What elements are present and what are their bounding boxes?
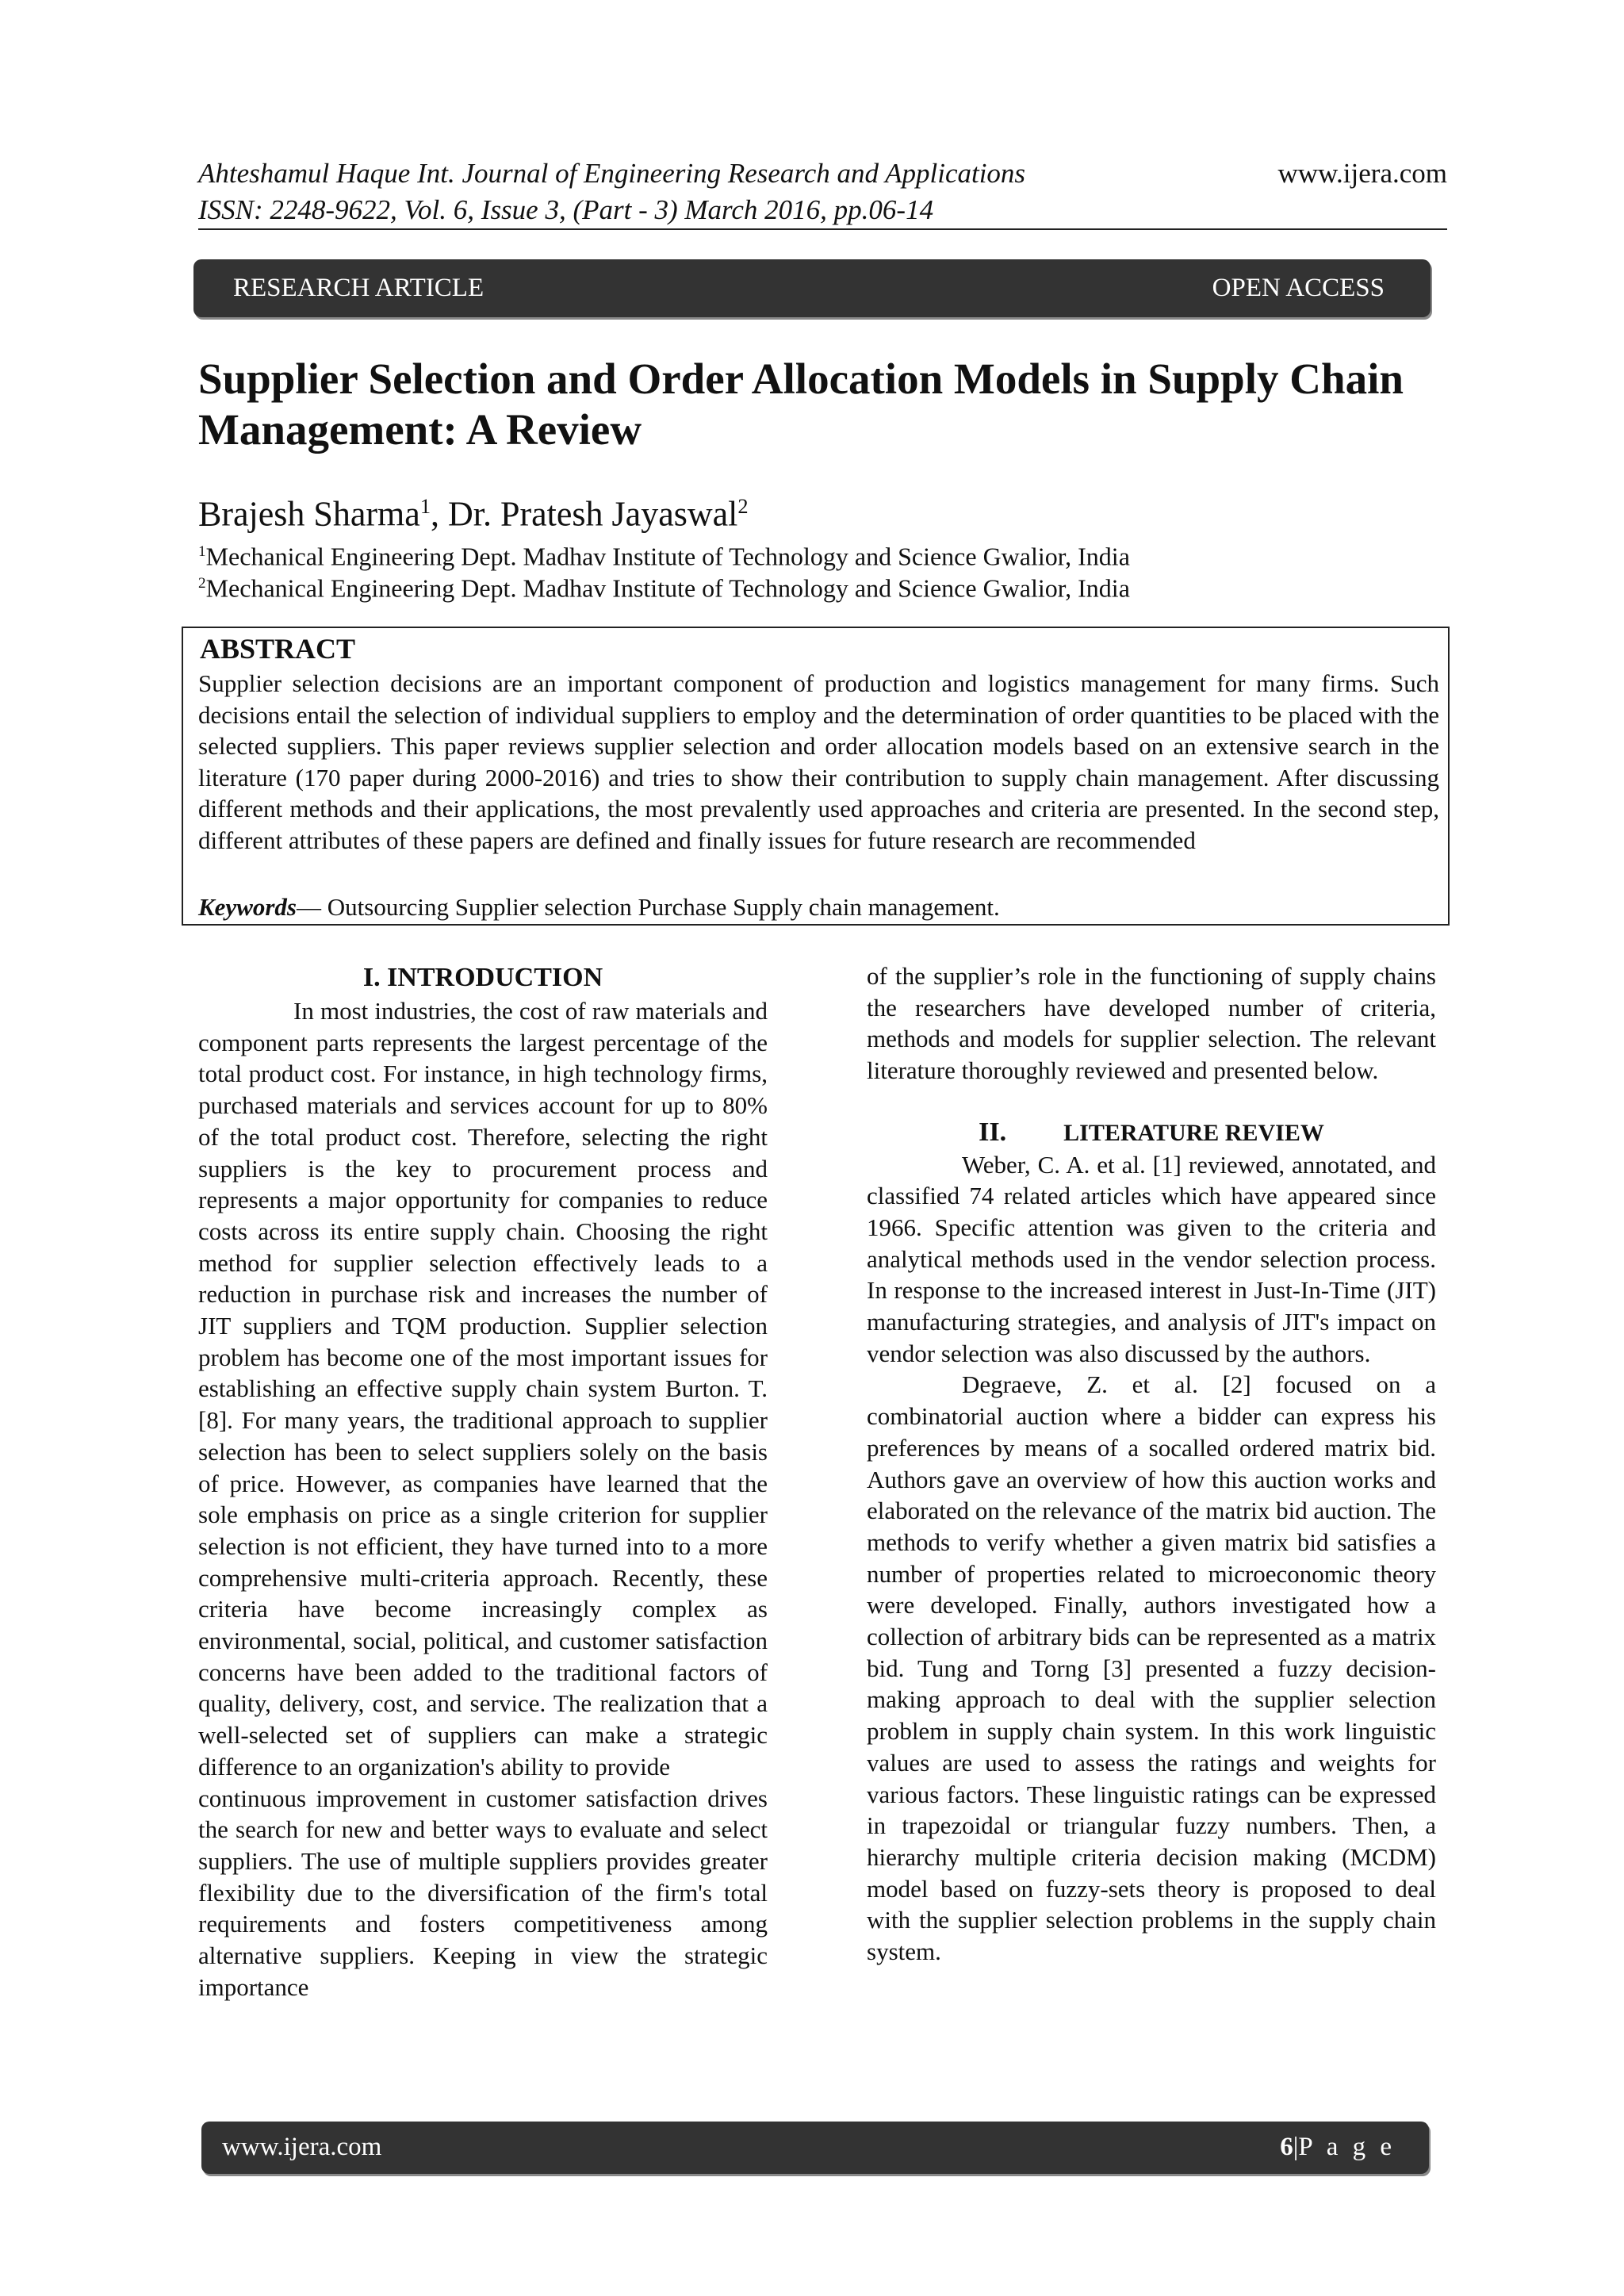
author-name: Brajesh Sharma (198, 494, 420, 534)
left-column (198, 960, 768, 2003)
lit-paragraph: Weber, C. A. et al. [1] reviewed, annotated, and classified 74 related articles which have appeared since 1966. Specific attention was given to the criteria and analytical methods used in the vendor selection process. In response to the increased interest in Just-In-Time (JIT) manufacturing strategies, and analysis of JIT's impact on vendor selection was also discussed by the authors. (867, 1150, 1436, 1367)
keywords-line (198, 891, 1439, 923)
page-separator: | (1293, 2133, 1299, 2161)
author-list (198, 484, 749, 537)
keywords-text: — Outsourcing Supplier selection Purchase Supply chain management. (297, 893, 1000, 921)
paper-title (198, 354, 1447, 455)
page-word: P a g e (1298, 2133, 1396, 2161)
affiliation-text: Mechanical Engineering Dept. Madhav Institute of Technology and Science Gwalior, India (205, 573, 1130, 603)
header-divider (198, 228, 1447, 230)
page-number-value: 6 (1280, 2133, 1293, 2161)
issn-line: ISSN: 2248-9622, Vol. 6, Issue 3, (Part - 3) March 2016, pp.06-14 (198, 194, 934, 225)
intro-paragraph: continuous improvement in customer satisfaction drives the search for new and better ways to evaluate and select suppliers. The use of multiple suppliers provides greater flexibility due to the diversification of the firm's total requirements and fosters competitiveness among alternative suppliers. Keeping in view the strategic importance (198, 1784, 768, 2001)
running-header (198, 155, 1447, 228)
abstract-text: Supplier selection decisions are an important component of production and logistics management for many firms. Such decisions entail the selection of individual suppliers to employ and the determination of order quantities to be placed with the selected suppliers. This paper reviews supplier selection and order allocation models based on an extensive search in the literature (170 paper during 2000-2016) and tries to show their contribution to supply chain management. After discussing different methods and their applications, the most prevalently used approaches and criteria are presented. In the second step, different attributes of these papers are defined and finally issues for future research are recommended (198, 669, 1439, 854)
header-url-link[interactable]: www.ijera.com (1277, 158, 1447, 189)
intro-paragraph: In most industries, the cost of raw materials and component parts represents the largest percentage of the total product cost. For instance, in high technology firms, purchased materials and services account for up to 80% of the total product cost. Therefore, selecting the right suppliers is the key to procurement process and represents a major opportunity for companies to reduce costs across its entire supply chain. Choosing the right method for supplier selection effectively leads to a reduction in purchase risk and increases the number of JIT suppliers and TQM production. Supplier selection problem has become one of the most important issues for establishing an effective supply chain system Burton. T. [8]. For many years, the traditional approach to supplier selection has been to select suppliers solely on the basis of price. However, as companies have learned that the sole emphasis on price as a single criterion for supplier selection is not efficient, they have turned into to a more comprehensive multi-criteria approach. Recently, these criteria have become increasingly complex as environmental, social, political, and customer satisfaction concerns have been added to the traditional factors of quality, delivery, cost, and service. The realization that a well-selected set of suppliers can make a strategic difference to an organization's ability to provide (198, 997, 768, 1780)
author-affil-sup: 1 (419, 494, 431, 518)
lit-paragraph: Degraeve, Z. et al. [2] focused on a combinatorial auction where a bidder can express his preferences by means of a socalled ordered matrix bid. Authors gave an overview of how this auction works and elaborated on the relevance of the matrix bid auction. The methods to verify whether a given matrix bid satisfies a number of properties related to microeconomic theory were developed. Finally, authors investigated how a collection of arbitrary bids can be represented as a matrix bid. Tung and Torng [3] presented a fuzzy decision-making approach to deal with the supplier selection problem in supply chain system. In this work linguistic values are used to assess the ratings and weights for various factors. These linguistic ratings can be expressed in trapezoidal or triangular fuzzy numbers. Then, a hierarchy multiple criteria decision making (MCDM) model based on fuzzy-sets theory is proposed to deal with the supplier selection problems in the supply chain system. (867, 1370, 1436, 1966)
affiliation-2 (198, 568, 1130, 604)
page-number (1280, 2133, 1396, 2162)
introduction-heading: I. INTRODUCTION (362, 963, 603, 992)
keywords-label: Keywords (198, 893, 297, 921)
section-number: II. (979, 1117, 1007, 1147)
title-line-1: Supplier Selection and Order Allocation Models in Supply Chain (198, 355, 1404, 403)
affiliation-text: Mechanical Engineering Dept. Madhav Institute of Technology and Science Gwalior, India (205, 542, 1130, 571)
abstract-heading: ABSTRACT (200, 633, 356, 665)
intro-paragraph: of the supplier’s role in the functioning of supply chains the researchers have developed number of criteria, methods and models for supplier selection. The relevant literature thoroughly reviewed and presented below. (867, 962, 1436, 1085)
journal-line: Ahteshamul Haque Int. Journal of Engineering Research and Applications (198, 158, 1026, 189)
research-article-label: RESEARCH ARTICLE (233, 274, 485, 302)
right-column (867, 960, 1436, 1968)
affiliation-sup: 1 (198, 543, 206, 560)
affiliation-sup: 2 (198, 575, 206, 592)
title-line-2: Management: A Review (198, 405, 642, 454)
author-name: Dr. Pratesh Jayaswal (448, 494, 738, 534)
footer-url-link[interactable]: www.ijera.com (222, 2133, 382, 2161)
author-separator: , (431, 494, 449, 534)
page-footer (201, 2122, 1429, 2174)
article-type-banner (193, 259, 1431, 317)
section-title: LITERATURE REVIEW (1063, 1119, 1324, 1146)
open-access-label: OPEN ACCESS (1212, 274, 1385, 302)
author-affil-sup: 2 (737, 494, 749, 518)
affiliation-1 (198, 536, 1130, 573)
literature-review-heading (867, 1117, 1436, 1149)
